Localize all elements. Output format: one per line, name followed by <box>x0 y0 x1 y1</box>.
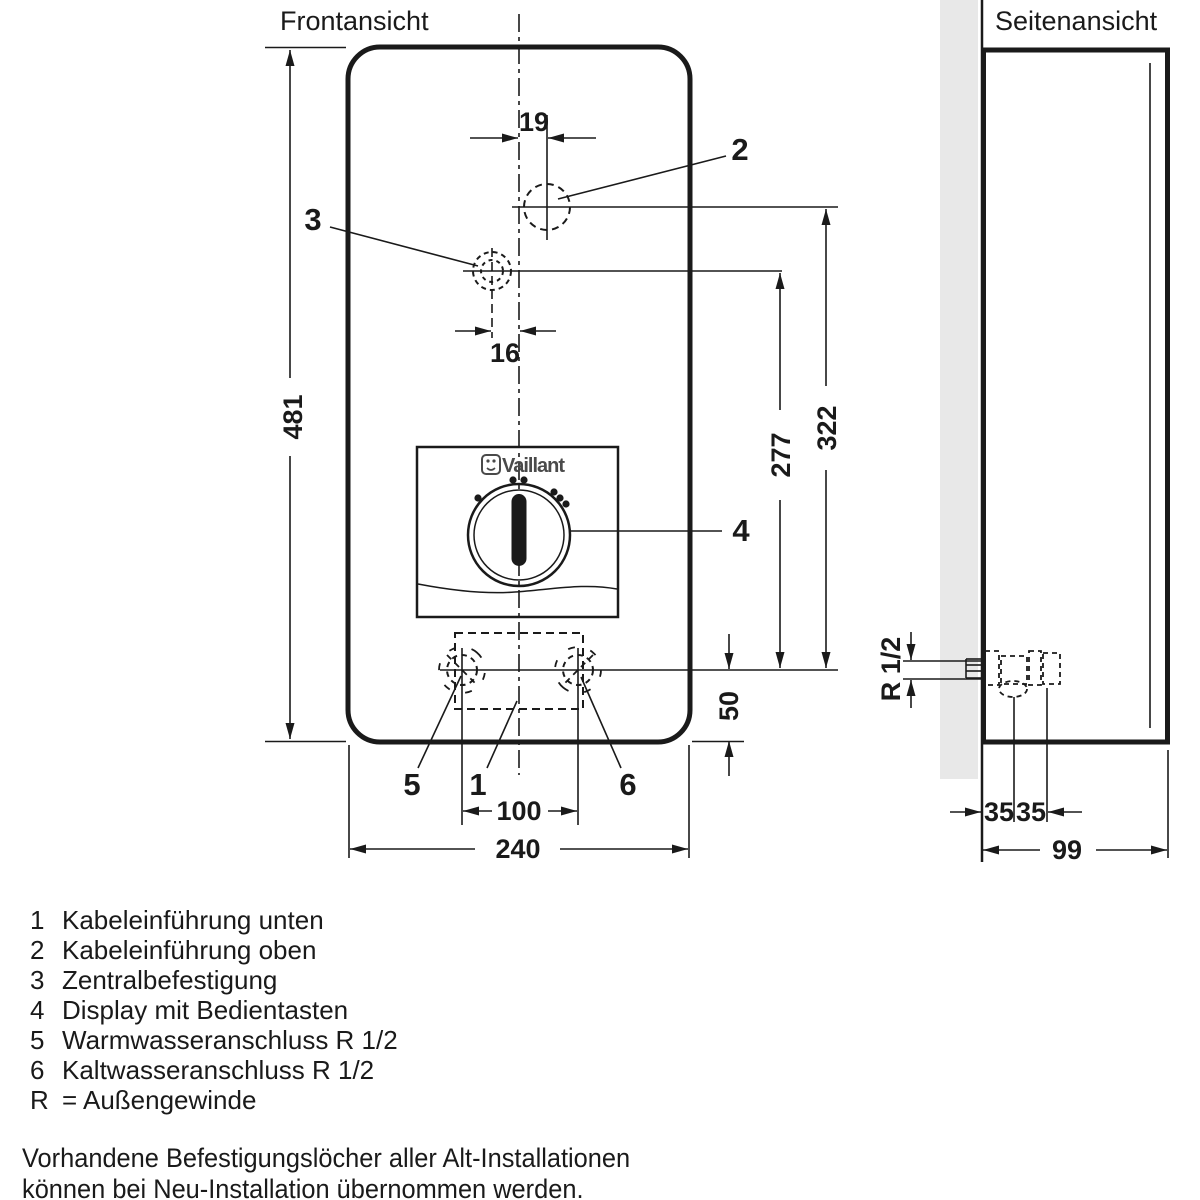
legend-num: 6 <box>30 1055 45 1085</box>
legend-label: Zentralbefestigung <box>62 965 278 995</box>
legend <box>30 905 398 1115</box>
callout-2: 2 <box>731 132 749 167</box>
legend-label: Warmwasseranschluss R 1/2 <box>62 1025 398 1055</box>
callout-5: 5 <box>403 767 421 802</box>
dim-481-label: 481 <box>278 394 308 440</box>
legend-item-5 <box>30 1025 398 1055</box>
callout-3: 3 <box>304 202 322 237</box>
dim-16-label: 16 <box>489 338 521 368</box>
dim-35a-label: 35 <box>983 797 1015 827</box>
callout-1: 1 <box>469 767 487 802</box>
side-view-title: Seitenansicht <box>995 6 1158 36</box>
dim-100-label: 100 <box>496 796 542 826</box>
legend-num: R <box>30 1085 49 1115</box>
dim-50-label: 50 <box>714 690 744 722</box>
legend-num: 5 <box>30 1025 45 1055</box>
front-view <box>265 14 838 858</box>
legend-item-r <box>30 1085 398 1115</box>
legend-num: 4 <box>30 995 45 1025</box>
vaillant-logo-text: Vaillant <box>502 455 565 477</box>
footer-line-2: können bei Neu-Installation übernommen werden. <box>22 1174 584 1200</box>
dim-99-label: 99 <box>1051 835 1083 865</box>
legend-label: = Außengewinde <box>62 1085 257 1115</box>
footer-note <box>22 1143 630 1200</box>
legend-num: 3 <box>30 965 45 995</box>
device-outline-side <box>984 50 1168 742</box>
footer-line-1: Vorhandene Befestigungslöcher aller Alt-Installationen <box>22 1143 631 1173</box>
dim-r12-label: R 1/2 <box>876 636 906 702</box>
wall <box>940 0 978 779</box>
callout-4: 4 <box>732 513 750 548</box>
dim-322-label: 322 <box>812 405 842 451</box>
dim-19-label: 19 <box>518 107 550 137</box>
legend-label: Kabeleinführung unten <box>62 905 324 935</box>
legend-item-3 <box>30 965 398 995</box>
legend-item-4 <box>30 995 398 1025</box>
legend-item-6 <box>30 1055 398 1085</box>
dim-240-label: 240 <box>495 834 541 864</box>
side-view <box>903 0 1168 862</box>
callout-6: 6 <box>619 767 637 802</box>
legend-label: Kaltwasseranschluss R 1/2 <box>62 1055 375 1085</box>
legend-item-1 <box>30 905 398 935</box>
legend-label: Kabeleinführung oben <box>62 935 317 965</box>
dim-35b-label: 35 <box>1015 797 1047 827</box>
legend-num: 1 <box>30 905 45 935</box>
legend-num: 2 <box>30 935 45 965</box>
dim-277-label: 277 <box>766 432 796 478</box>
legend-label: Display mit Bedientasten <box>62 995 349 1025</box>
front-view-title: Frontansicht <box>280 6 429 36</box>
legend-item-2 <box>30 935 398 965</box>
